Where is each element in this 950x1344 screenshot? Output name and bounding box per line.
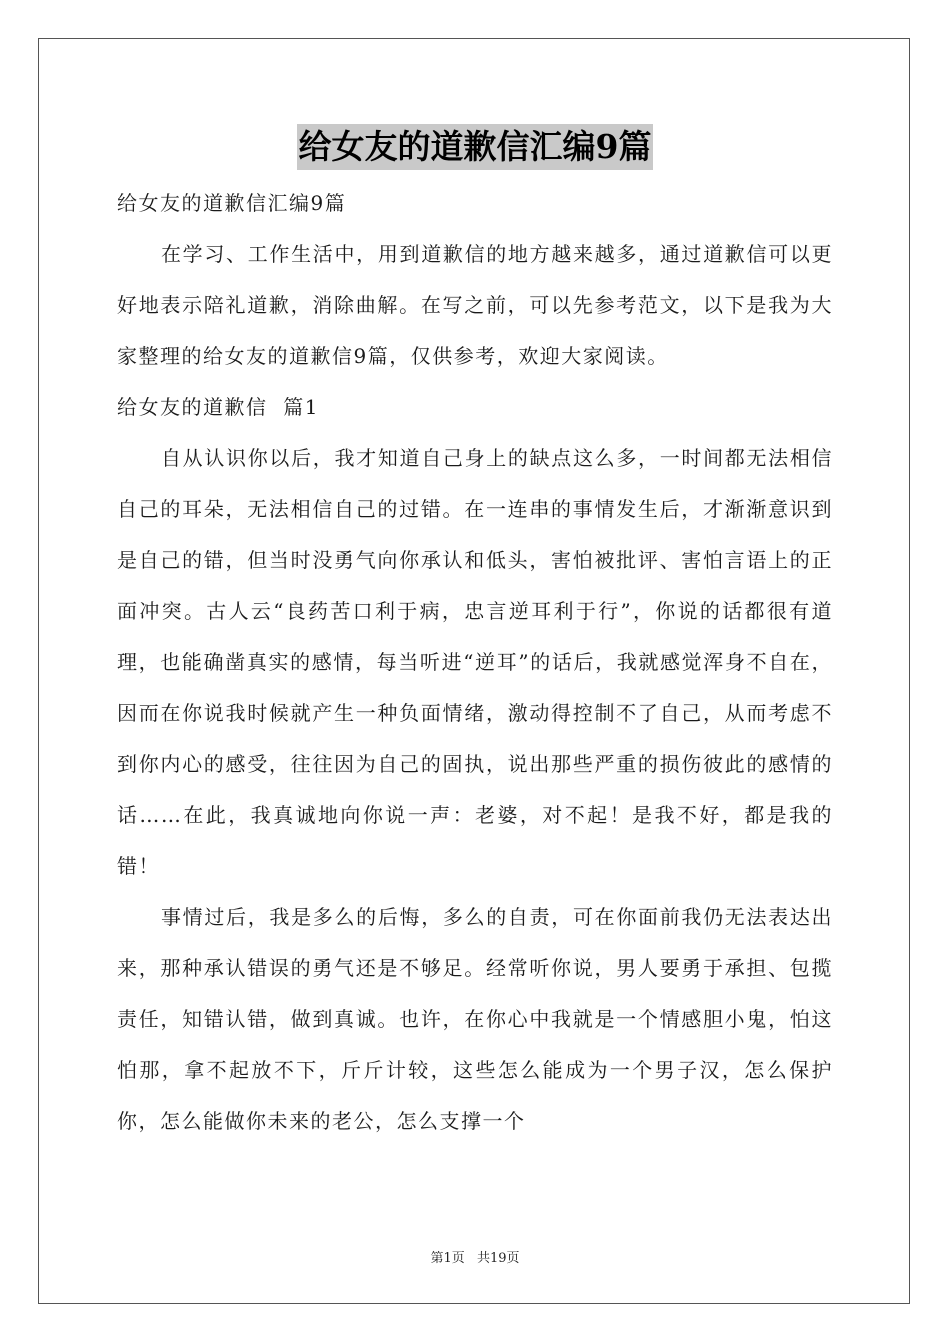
paragraph: 给女友的道歉信汇编9篇: [117, 191, 347, 215]
paragraph: 事情过后，我是多么的后悔，多么的自责，可在你面前我仍无法表达出来，那种承认错误的勇气还是不够足。经常听你说，男人要勇于承担、包揽责任，知错认错，做到真诚。也许，在你心中我就是一个情感胆小鬼，怕这怕那，拿不起放不下，斤斤计较，这些怎么能成为一个男子汉，怎么保护你，怎么能做你未来的老公，怎么支撑一个: [117, 905, 833, 1133]
document-body: [117, 178, 833, 1147]
page-number: 第1页: [430, 1251, 465, 1266]
paragraph: 自从认识你以后，我才知道自己身上的缺点这么多，一时间都无法相信自己的耳朵，无法相信自己的过错。在一连串的事情发生后，才渐渐意识到是自己的错，但当时没勇气向你承认和低头，害怕被批评、害怕言语上的正面冲突。古人云“良药苦口利于病，忠言逆耳利于行”，你说的话都很有道理，也能确凿真实的感情，每当听进“逆耳”的话后，我就感觉浑身不自在，因而在你说我时候就产生一种负面情绪，激动得控制不了自己，从而考虑不到你内心的感受，往往因为自己的固执，说出那些严重的损伤彼此的感情的话……在此，我真诚地向你说一声：老婆，对不起！是我不好，都是我的错！: [117, 446, 833, 878]
document-title: 给女友的道歉信汇编9篇: [297, 124, 654, 170]
page-footer: [0, 1247, 950, 1266]
title-container: [0, 124, 950, 170]
section-heading: 给女友的道歉信 篇1: [117, 395, 319, 419]
paragraph: 在学习、工作生活中，用到道歉信的地方越来越多，通过道歉信可以更好地表示陪礼道歉，消除曲解。在写之前，可以先参考范文，以下是我为大家整理的给女友的道歉信9篇，仅供参考，欢迎大家阅读。: [117, 242, 833, 368]
page-total: 共19页: [476, 1251, 520, 1266]
